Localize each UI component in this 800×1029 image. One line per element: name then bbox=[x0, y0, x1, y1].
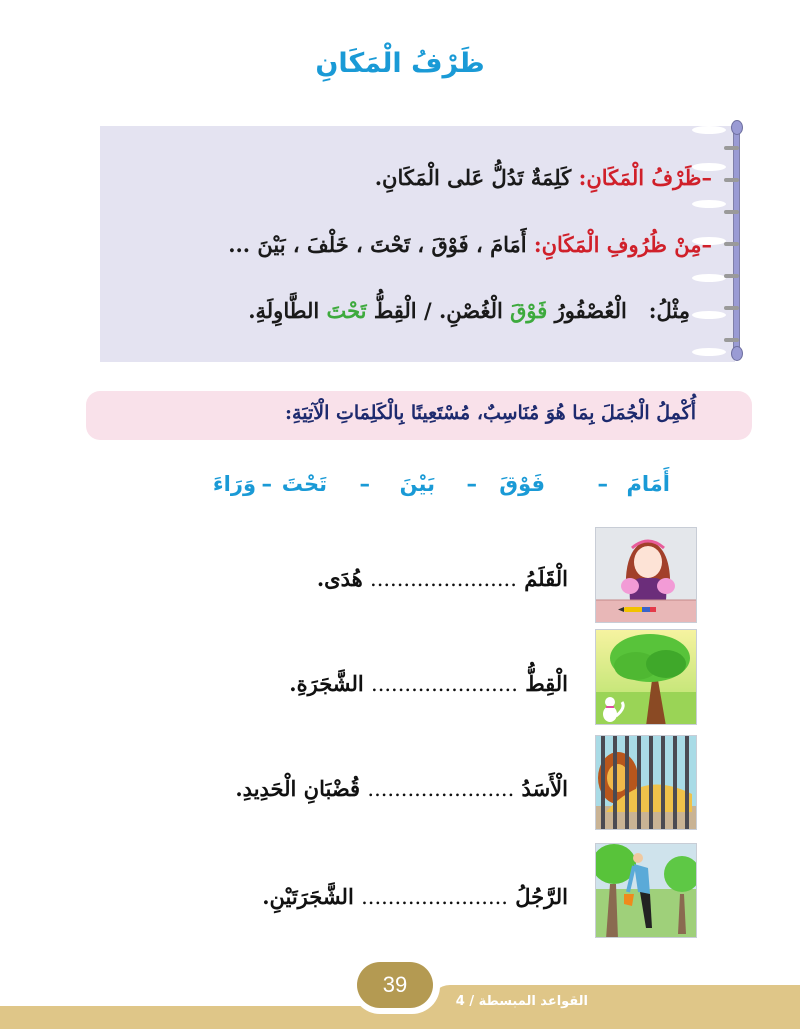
rod-cap-top bbox=[731, 120, 743, 135]
example-1-after: الْغُصْنِ. bbox=[438, 298, 511, 323]
exercise-subject: الْقِطُّ bbox=[517, 671, 568, 696]
peg-decoration bbox=[692, 311, 726, 319]
example-1-before: الْعُصْفُورُ bbox=[547, 298, 627, 323]
word-bank-separator: – bbox=[466, 472, 477, 496]
definition-term: –ظَرْفُ الْمَكَانِ: bbox=[578, 165, 712, 190]
peg-decoration bbox=[692, 348, 726, 356]
exercise-object: قُضْبَانِ الْحَدِيدِ. bbox=[235, 776, 368, 801]
word-bank-separator: – bbox=[359, 472, 370, 496]
exercise-sentence bbox=[317, 566, 568, 591]
example-2-adverb: تَحْتَ bbox=[326, 298, 367, 323]
exercise-sentence bbox=[262, 884, 568, 909]
rod-tick bbox=[724, 146, 739, 150]
page-number-badge: 39 bbox=[357, 962, 433, 1008]
definition-line bbox=[375, 165, 712, 190]
rod-tick bbox=[724, 306, 739, 310]
rod-tick bbox=[724, 242, 739, 246]
example-2-after: الطَّاوِلَةِ. bbox=[248, 298, 327, 323]
definition-text: كَلِمَةٌ تَدُلُّ عَلى الْمَكَانِ. bbox=[374, 165, 579, 190]
rod-cap-bottom bbox=[731, 346, 743, 361]
peg-decoration bbox=[692, 274, 726, 282]
examples-list: أَمَامَ ، فَوْقَ ، تَحْتَ ، خَلْفَ ، بَيْنَ ... bbox=[228, 232, 534, 257]
exercise-object: الشَّجَرَتَيْنِ. bbox=[262, 884, 362, 909]
book-title: القواعد المبسطة / 4 bbox=[455, 994, 588, 1009]
rod-tick bbox=[724, 338, 739, 342]
exercise-subject: الْقَلَمُ bbox=[516, 566, 568, 591]
exercise-object: هُدَى. bbox=[316, 566, 371, 591]
answer-blank[interactable]: ...................... bbox=[371, 672, 518, 696]
example-separator: / bbox=[416, 298, 439, 323]
examples-list-line bbox=[228, 232, 712, 257]
girl-pencil-illustration bbox=[595, 527, 697, 623]
peg-decoration bbox=[692, 200, 726, 208]
word-bank-item: أَمَامَ bbox=[626, 472, 670, 496]
rod-tick bbox=[724, 274, 739, 278]
lion-cage-illustration bbox=[595, 735, 697, 830]
example-1-adverb: فَوْقَ bbox=[510, 298, 548, 323]
answer-blank[interactable]: ...................... bbox=[370, 567, 517, 591]
cat-tree-illustration bbox=[595, 629, 697, 725]
exercise-subject: الرَّجُلُ bbox=[507, 884, 568, 909]
examples-term: –مِنْ ظُرُوفِ الْمَكَانِ: bbox=[533, 232, 712, 257]
exercise-object: الشَّجَرَةِ. bbox=[289, 671, 372, 696]
exercise-sentence bbox=[289, 671, 568, 696]
page-title: ظَرْفُ الْمَكَانِ bbox=[315, 48, 485, 79]
example-sentences-line bbox=[248, 298, 690, 323]
peg-decoration bbox=[692, 126, 726, 134]
example-2-before: الْقِطُّ bbox=[366, 298, 417, 323]
word-bank bbox=[200, 472, 670, 508]
word-bank-separator: – bbox=[597, 472, 608, 496]
word-bank-item: تَحْتَ bbox=[281, 472, 327, 496]
example-label: مِثْلُ: bbox=[648, 298, 690, 323]
instruction-text: أُكْمِلُ الْجُمَلَ بِمَا هُوَ مُنَاسِبٌ، مُسْتَعِينًا بِالْكَلِمَاتِ الْآتِيَةِ: bbox=[285, 402, 696, 424]
word-bank-item: فَوْقَ bbox=[499, 472, 545, 496]
word-bank-item: بَيْنَ bbox=[399, 472, 435, 496]
rod-tick bbox=[724, 178, 739, 182]
answer-blank[interactable]: ...................... bbox=[361, 885, 508, 909]
exercise-subject: الْأَسَدُ bbox=[514, 776, 568, 801]
exercise-sentence bbox=[235, 776, 568, 801]
word-bank-separator: – bbox=[261, 472, 272, 496]
word-bank-item: وَرَاءَ bbox=[212, 472, 256, 496]
rod-tick bbox=[724, 210, 739, 214]
answer-blank[interactable]: ...................... bbox=[367, 777, 515, 801]
man-trees-illustration bbox=[595, 843, 697, 938]
